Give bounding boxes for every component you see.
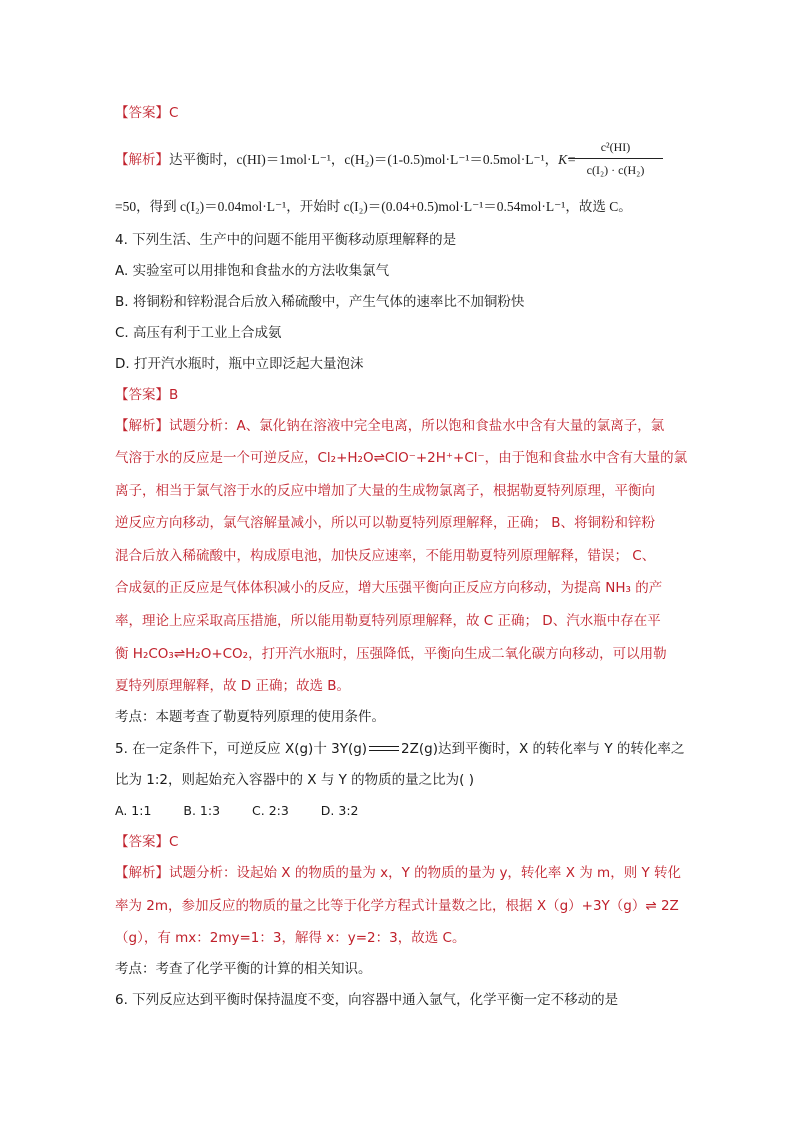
q5-option-a: A. 1:1	[115, 803, 152, 818]
fraction-denominator: c(I₂) · c(H₂)	[586, 163, 645, 177]
q5-option-b: B. 1:3	[183, 803, 221, 818]
q4-option-b: B. 将铜粉和锌粉混合后放入稀硫酸中，产生气体的速率比不加铜粉快	[115, 294, 525, 310]
q5-kaodian: 考点：考查了化学平衡的计算的相关知识。	[115, 961, 372, 977]
answer-tag: 【答案】	[115, 387, 169, 403]
q4-stem: 4. 下列生活、生产中的问题不能用平衡移动原理解释的是	[115, 232, 457, 248]
q3-analysis-line2: =50，得到 c(I₂)＝0.04mol·L⁻¹，开始时 c(I₂)＝(0.04+0.5)mol·L⁻¹＝0.54mol·L⁻¹，故选 C。	[115, 199, 632, 214]
answer-value: B	[169, 387, 179, 403]
equilibrium-constant-fraction	[568, 138, 663, 179]
q4-kaodian: 考点：本题考查了勒夏特列原理的使用条件。	[115, 709, 385, 725]
q4-analysis-line2: 气溶于水的反应是一个可逆反应，Cl₂+H₂O⇌ClO⁻+2H⁺+Cl⁻，由于饱和食盐水中含有大量的氯	[115, 450, 688, 466]
q4-option-a: A. 实验室可以用排饱和食盐水的方法收集氯气	[115, 263, 390, 279]
analysis-tag: 【解析】	[115, 418, 169, 434]
k-label: K=	[558, 152, 577, 167]
analysis-text: 达平衡时，c(HI)＝1mol·L⁻¹，c(H₂)＝(1-0.5)mol·L⁻¹＝0.5mol·L⁻¹，	[169, 152, 559, 167]
q5-stem-part1: 5. 在一定条件下，可逆反应 X(g)十 3Y(g)	[115, 741, 368, 757]
q3-answer-line	[115, 102, 695, 124]
q5-answer-line	[115, 831, 695, 853]
q5-stem-line1	[115, 738, 695, 760]
fraction-bar	[568, 158, 663, 159]
q6-stem: 6. 下列反应达到平衡时保持温度不变，向容器中通入氩气，化学平衡一定不移动的是	[115, 992, 619, 1008]
q4-analysis-line7: 率，理论上应采取高压措施，所以能用勒夏特列原理解释，故 C 正确； D、汽水瓶中存在平	[115, 613, 661, 629]
q5-stem-part2: 2Z(g)达到平衡时，X 的转化率与 Y 的转化率之	[401, 741, 685, 757]
q5-analysis-line2: 率为 2m，参加反应的物质的量之比等于化学方程式计量数之比，根据 X（g）+3Y（g）⇌ 2Z	[115, 898, 679, 914]
equilibrium-arrow-icon	[369, 745, 399, 753]
q5-stem-line2: 比为 1:2，则起始充入容器中的 X 与 Y 的物质的量之比为( )	[115, 772, 475, 788]
q4-analysis-line9: 夏特列原理解释，故 D 正确；故选 B。	[115, 678, 351, 694]
q4-analysis-line3: 离子，相当于氯气溶于水的反应中增加了大量的生成物氯离子，根据勒夏特列原理，平衡向	[115, 483, 655, 499]
q4-analysis-line1	[115, 415, 695, 437]
q4-analysis-line8: 衡 H₂CO₃⇌H₂O+CO₂，打开汽水瓶时，压强降低，平衡向生成二氧化碳方向移动，可以用勒	[115, 646, 667, 662]
analysis-tag: 【解析】	[115, 865, 169, 881]
q4-analysis-line5: 混合后放入稀硫酸中，构成原电池，加快反应速率，不能用勒夏特列原理解释，错误； C、	[115, 548, 656, 564]
q4-answer-line	[115, 384, 695, 406]
q5-option-d: D. 3:2	[320, 803, 359, 818]
q4-option-d: D. 打开汽水瓶时，瓶中立即泛起大量泡沫	[115, 356, 364, 372]
q5-analysis-line1	[115, 862, 695, 884]
analysis-text: 试题分析：A、氯化钠在溶液中完全电离，所以饱和食盐水中含有大量的氯离子，氯	[169, 418, 665, 434]
q4-option-c: C. 高压有利于工业上合成氨	[115, 325, 282, 341]
analysis-text: 试题分析：设起始 X 的物质的量为 x，Y 的物质的量为 y，转化率 X 为 m，则 Y 转化	[169, 865, 682, 881]
analysis-tag: 【解析】	[115, 152, 169, 168]
fraction-numerator: c²(HI)	[600, 140, 631, 154]
q4-analysis-line4: 逆反应方向移动，氯气溶解量减小，所以可以勒夏特列原理解释，正确； B、将铜粉和锌粉	[115, 515, 656, 531]
q4-analysis-line6: 合成氨的正反应是气体体积减小的反应，增大压强平衡向正反应方向移动，为提高 NH₃ 的产	[115, 580, 663, 596]
answer-value: C	[169, 105, 179, 121]
q5-option-c: C. 2:3	[252, 803, 289, 818]
q5-options	[115, 800, 695, 822]
answer-tag: 【答案】	[115, 834, 169, 850]
answer-value: C	[169, 834, 179, 850]
q5-analysis-line3: （g），有 mx：2my=1：3，解得 x：y=2：3，故选 C。	[115, 930, 466, 946]
answer-tag: 【答案】	[115, 105, 169, 121]
